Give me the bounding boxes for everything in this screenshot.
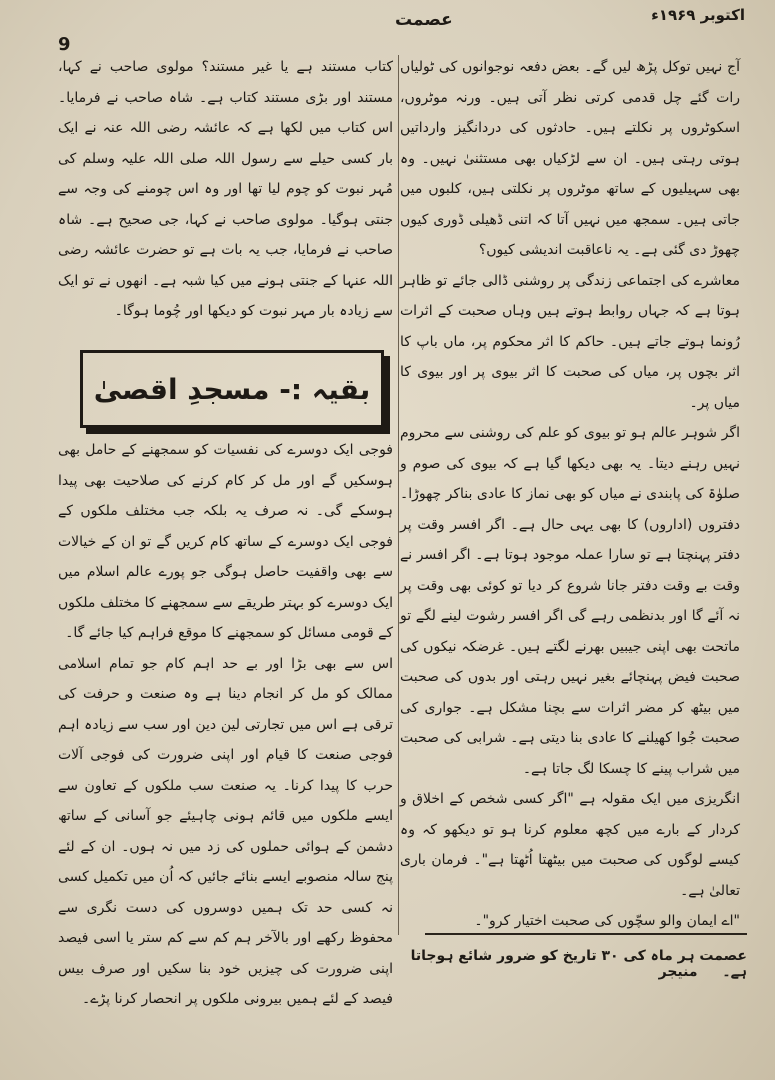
paragraph: اگر شوہر عالم ہو تو بیوی کو علم کی روشنی سے محروم نہیں رہنے دیتا۔ یہ بھی دیکھا گیا ہے کہ بیوی کی صوم و صلوٰۃ کی پابندی نے میاں کو بھی نماز کا عادی بناکر چھوڑا۔ دفتروں (اداروں) کا بھی یہی حال ہے۔ اگر افسر وقت پر دفتر پہنچتا ہے تو سارا عملہ موجود ہوتا ہے۔ اگر افسر نے وقت بے وقت دفتر جانا شروع کر دیا تو کوئی بھی وقت پر نہ آئے گا اور بدنظمی رہے گی اگر افسر رشوت لینے لگے تو ماتحت بھی اپنی جیبیں بھرنے لگتے ہیں۔ غرضکہ نیکوں کی صحبت فیض پہنچائے بغیر نہیں رہتی اور بدوں کی صحبت میں بیٹھ کر مضر اثرات سے بچنا مشکل ہے۔ جواری کی صحبت جُوا کھیلنے کا عادی بنا دیتی ہے۔ شرابی کی صحبت میں شراب پینے کا چسکا لگ جاتا ہے۔ — [400, 425, 740, 777]
paragraph: آج نہیں توکل پڑھ لیں گے۔ بعض دفعہ نوجوانوں کی ٹولیاں رات گئے چل قدمی کرتی نظر آتی ہیں۔ ورنہ موٹروں، اسکوٹروں پر نکلتے ہیں۔ حادثوں کی دردانگیز وارداتیں ہوتی رہتی ہیں۔ ان سے لڑکیاں بھی مستثنیٰ نہیں۔ وہ بھی سہیلیوں کے ساتھ موٹروں پر نکلتی ہیں، کلبوں میں جاتی ہیں۔ سمجھ میں نہیں آتا کہ اتنی ڈھیلی ڈوری کیوں چھوڑ دی گئی ہے۔ یہ ناعاقبت اندیشی کیوں؟ — [400, 59, 740, 258]
page-number: 9 — [58, 34, 71, 55]
right-column — [400, 52, 740, 937]
footer-signature: منیجر — [658, 964, 698, 980]
left-column-bottom — [58, 435, 393, 1015]
section-heading: بقیہ :- مسجدِ اقصیٰ — [80, 350, 384, 428]
paragraph: معاشرے کی اجتماعی زندگی پر روشنی ڈالی جائے تو ظاہر ہوتا ہے کہ جہاں روابط ہوتے ہیں وہاں صحبت کے اثرات رُونما ہوتے جاتے ہیں۔ حاکم کا اثر محکوم پر، ماں باپ کا اثر بچوں پر، میاں کی صحبت کا اثر بیوی پر اور بیوی کا میاں پر۔ — [400, 272, 740, 411]
footer-notice — [405, 948, 747, 980]
paragraph: "اے ایمان والو سچّوں کی صحبت اختیار کرو"۔ — [474, 913, 740, 929]
paragraph: انگریزی میں ایک مقولہ ہے "اگر کسی شخص کے اخلاق و کردار کے بارے میں کچھ معلوم کرنا ہو تو دیکھو کہ وہ کیسے لوگوں کی صحبت میں بیٹھتا اُٹھتا ہے"۔ فرمان باری تعالیٰ ہے۔ — [400, 791, 740, 899]
paragraph: فوجی ایک دوسرے کی نفسیات کو سمجھنے کے حامل بھی ہوسکیں گے اور مل کر کام کرنے کی صلاحیت بھی پیدا ہوسکے گی۔ نہ صرف یہ بلکہ جب مختلف ملکوں کے فوجی ایک دوسرے کے ساتھ کام کریں گے تو ان کے خیالات سے بھی واقفیت حاصل ہوگی جو پورے عالم اسلام میں ایک دوسرے کو بہتر طریقے سے سمجھنے کا مختلف ملکوں کے قومی مسائل کو سمجھنے کا موقع فراہم کیا جائے گا۔ — [58, 442, 393, 641]
left-column-top — [58, 52, 393, 327]
column-divider — [398, 55, 399, 935]
paragraph: اس سے بھی بڑا اور بے حد اہم کام جو تمام اسلامی ممالک کو مل کر انجام دینا ہے وہ صنعت و حرفت کی ترقی ہے اس میں تجارتی لین دین اور سب سے زیادہ اہم فوجی صنعت کا قیام اور اپنی ضرورت کی فوجی آلات حرب کا پیدا کرنا۔ یہ صنعت سب ملکوں کے تعاون سے ایسے ملکوں میں قائم ہونی چاہیئے جو آسانی کے ساتھ دشمن کے ہوائی حملوں کی زد میں نہ ہوں۔ ان کے لئے پنج سالہ منصوبے ایسے بنائے جائیں کہ اُن میں تکمیل کسی نہ کسی حد تک ہمیں دوسروں کی دست نگری سے محفوظ رکھے اور بالآخر ہم کم سے کم ستر یا اسی فیصد اپنی ضرورت کی چیزیں خود بنا سکیں اور صرف بیس فیصد کے لئے ہمیں بیرونی ملکوں پر انحصار کرنا پڑے۔ — [58, 655, 393, 1007]
magazine-title: عصمت — [395, 10, 453, 30]
issue-date: اکتوبر ۱۹۶۹ء — [651, 6, 745, 24]
footer-text: عصمت ہر ماہ کی ۳۰ تاریخ کو ضرور شائع ہوجاتا ہے۔ — [410, 948, 747, 980]
paragraph: کتاب مستند ہے یا غیر مستند؟ مولوی صاحب نے کہا، مستند اور بڑی مستند کتاب ہے۔ شاہ صاحب نے فرمایا۔ اس کتاب میں لکھا ہے کہ عائشہ رضی اللہ عنہ نے ایک بار کسی حیلے سے رسول اللہ صلی اللہ علیہ وسلم کی مُہر نبوت کو چوم لیا تھا اور وہ اس چومنے کی وجہ سے جنتی ہوگیا۔ مولوی صاحب نے کہا، جی صحیح ہے۔ شاہ صاحب نے فرمایا، جب یہ بات ہے تو حضرت عائشہ رضی اللہ عنہا کے جنتی ہونے میں کیا شبہ ہے۔ انھوں نے تو ایک سے زیادہ بار مہر نبوت کو دیکھا اور چُوما ہوگا۔ — [58, 59, 393, 319]
page-header — [0, 0, 775, 55]
footer-rule — [425, 933, 747, 935]
